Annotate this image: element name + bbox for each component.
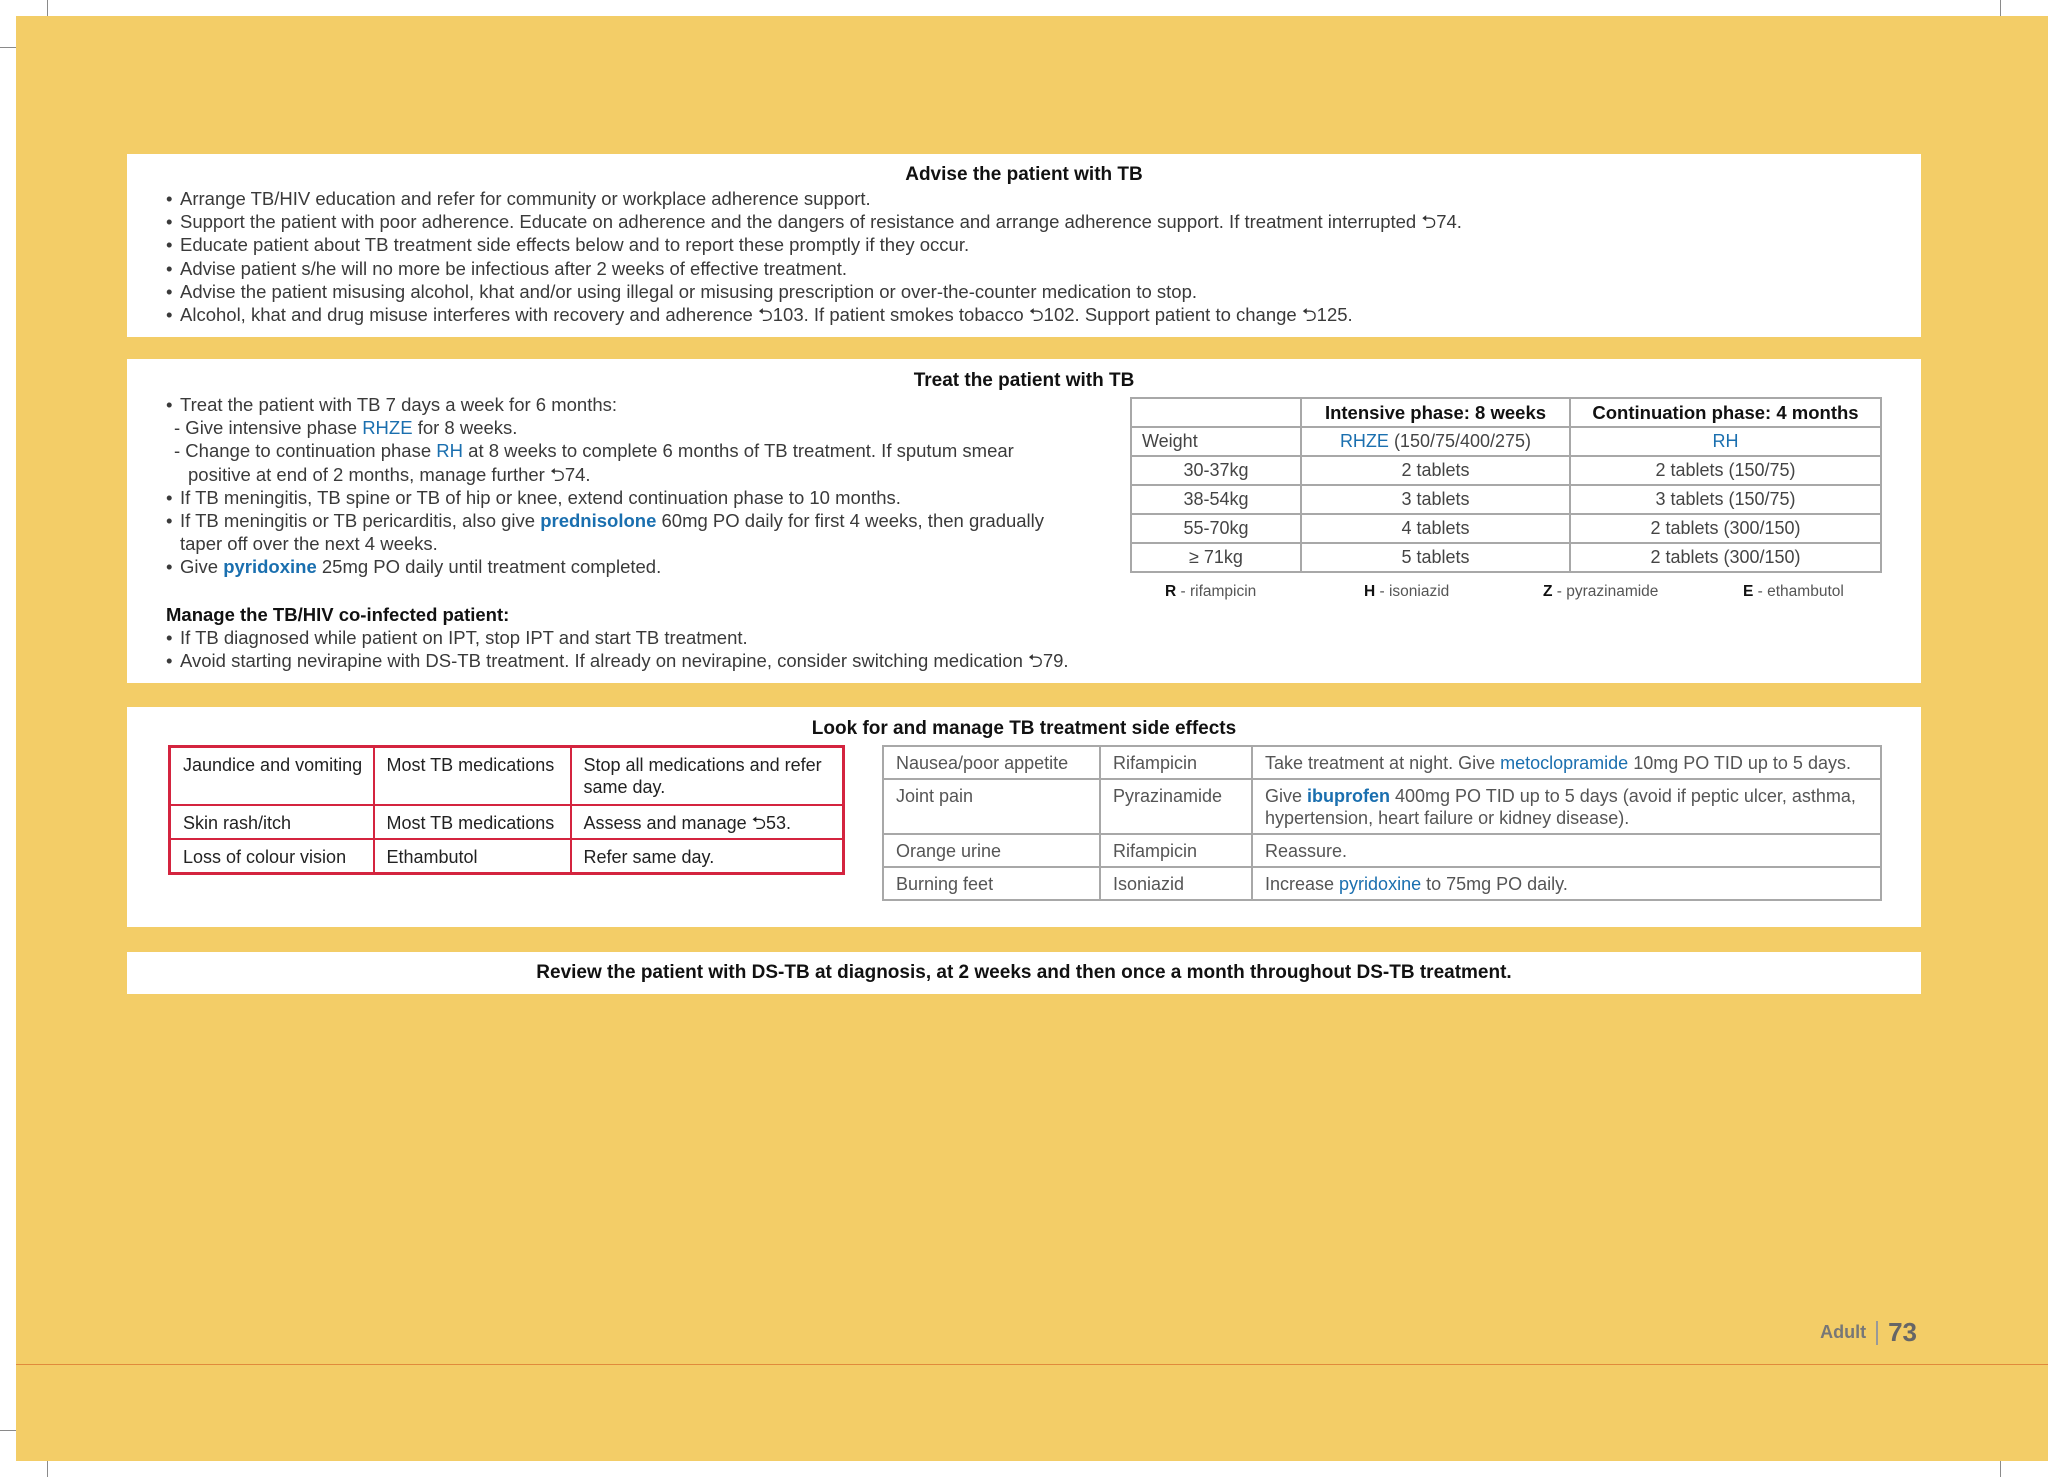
side-effects-title: Look for and manage TB treatment side effects xyxy=(811,718,1237,739)
list-item: • If TB meningitis or TB pericarditis, also give prednisolone 60mg PO daily for first 4 weeks, then gradually xyxy=(166,510,1045,532)
table-cell: 2 tablets (300/150) xyxy=(1570,514,1881,543)
treat-panel xyxy=(127,359,1921,683)
list-item: positive at end of 2 months, manage further ⮌74. xyxy=(188,463,591,485)
list-item: • Treat the patient with TB 7 days a week for 6 months: xyxy=(166,394,618,415)
table-cell: 30-37kg xyxy=(1131,456,1301,485)
table-cell: ≥ 71kg xyxy=(1131,543,1301,572)
advise-panel xyxy=(127,154,1921,337)
table-cell: Weight xyxy=(1131,427,1301,456)
return-arrow-icon: ⮌ xyxy=(550,463,565,485)
key-item: H - isoniazid xyxy=(1364,583,1450,600)
table-row xyxy=(1131,456,1881,485)
list-item: • Advise patient s/he will no more be infectious after 2 weeks of effective treatment. xyxy=(166,257,848,279)
table-header: Continuation phase: 4 months xyxy=(1570,398,1881,427)
table-cell xyxy=(1131,398,1301,427)
table-cell: Skin rash/itch xyxy=(170,805,374,839)
list-item: • Arrange TB/HIV education and refer for community or workplace adherence support. xyxy=(166,188,871,209)
table-cell: 5 tablets xyxy=(1301,543,1570,572)
footer-divider xyxy=(1876,1321,1878,1345)
table-cell: RH xyxy=(1570,427,1881,456)
page-footer xyxy=(1820,1317,1917,1348)
list-item: • Give pyridoxine 25mg PO daily until treatment completed. xyxy=(166,556,662,578)
return-arrow-icon: ⮌ xyxy=(751,812,767,833)
table-row xyxy=(170,747,844,805)
table-cell: Give ibuprofen 400mg PO TID up to 5 days (avoid if peptic ulcer, asthma, hypertension, heart failure or kidney disease). xyxy=(1252,779,1881,834)
urgent-side-effects-table xyxy=(168,745,845,875)
table-cell: Jaundice and vomiting xyxy=(170,747,374,805)
table-cell: Joint pain xyxy=(883,779,1100,834)
table-row xyxy=(883,867,1881,900)
table-cell: Rifampicin xyxy=(1100,834,1252,867)
table-cell: Pyrazinamide xyxy=(1100,779,1252,834)
table-cell: Reassure. xyxy=(1252,834,1881,867)
list-item: • Avoid starting nevirapine with DS-TB treatment. If already on nevirapine, consider switching medication ⮌79. xyxy=(166,650,1069,672)
table-row xyxy=(1131,543,1881,572)
table-cell: 55-70kg xyxy=(1131,514,1301,543)
advise-list xyxy=(166,187,1462,326)
drug-key xyxy=(1543,583,1658,601)
return-arrow-icon: ⮌ xyxy=(1421,211,1437,233)
table-cell: Stop all medications and refer same day. xyxy=(571,747,844,805)
table-row xyxy=(883,779,1881,834)
table-row xyxy=(883,834,1881,867)
table-cell: Isoniazid xyxy=(1100,867,1252,900)
list-item: taper off over the next 4 weeks. xyxy=(180,533,438,555)
table-cell: 2 tablets (150/75) xyxy=(1570,456,1881,485)
table-row xyxy=(883,746,1881,779)
page-number: 73 xyxy=(1888,1317,1917,1347)
table-cell: Nausea/poor appetite xyxy=(883,746,1100,779)
table-cell: Ethambutol xyxy=(374,839,571,874)
table-header: Intensive phase: 8 weeks xyxy=(1301,398,1570,427)
list-item: - Change to continuation phase RH at 8 weeks to complete 6 months of TB treatment. If sputum smear xyxy=(174,440,1014,462)
list-item: - Give intensive phase RHZE for 8 weeks. xyxy=(174,417,518,439)
review-panel xyxy=(127,952,1921,994)
table-row xyxy=(170,805,844,839)
section-label: Adult xyxy=(1820,1322,1867,1342)
table-cell: RHZE (150/75/400/275) xyxy=(1301,427,1570,456)
spacer xyxy=(166,579,1069,603)
table-row xyxy=(170,839,844,874)
table-row xyxy=(1131,514,1881,543)
return-arrow-icon: ⮌ xyxy=(1301,304,1317,326)
table-cell: 4 tablets xyxy=(1301,514,1570,543)
table-cell: Take treatment at night. Give metoclopramide 10mg PO TID up to 5 days. xyxy=(1252,746,1881,779)
return-arrow-icon: ⮌ xyxy=(757,304,773,326)
table-cell: Most TB medications xyxy=(374,747,571,805)
advise-title: Advise the patient with TB xyxy=(905,164,1143,185)
treat-title: Treat the patient with TB xyxy=(913,370,1135,391)
table-row xyxy=(1131,485,1881,514)
table-cell: 2 tablets xyxy=(1301,456,1570,485)
table-row xyxy=(1131,427,1881,456)
list-item: • If TB meningitis, TB spine or TB of hip or knee, extend continuation phase to 10 months. xyxy=(166,486,901,508)
table-cell: Loss of colour vision xyxy=(170,839,374,874)
key-item: E - ethambutol xyxy=(1743,583,1844,600)
dosing-table xyxy=(1130,397,1882,573)
list-item: • Educate patient about TB treatment side effects below and to report these promptly if they occur. xyxy=(166,234,970,256)
drug-key xyxy=(1364,583,1449,601)
table-cell: 3 tablets xyxy=(1301,485,1570,514)
table-cell: 2 tablets (300/150) xyxy=(1570,543,1881,572)
table-cell: Rifampicin xyxy=(1100,746,1252,779)
table-row xyxy=(1131,398,1881,427)
review-text: Review the patient with DS-TB at diagnosis, at 2 weeks and then once a month throughout DS-TB treatment. xyxy=(536,962,1512,983)
table-cell: Increase pyridoxine to 75mg PO daily. xyxy=(1252,867,1881,900)
return-arrow-icon: ⮌ xyxy=(1028,304,1044,326)
table-cell: 38-54kg xyxy=(1131,485,1301,514)
footer-rule xyxy=(16,1364,2048,1365)
table-cell: Refer same day. xyxy=(571,839,844,874)
list-item: • If TB diagnosed while patient on IPT, stop IPT and start TB treatment. xyxy=(166,626,748,648)
table-cell: Assess and manage ⮌53. xyxy=(571,805,844,839)
drug-key xyxy=(1743,583,1844,601)
key-item: Z - pyrazinamide xyxy=(1543,583,1659,600)
list-item: • Alcohol, khat and drug misuse interferes with recovery and adherence ⮌103. If patient smokes tobacco ⮌102. Support patient to change ⮌125. xyxy=(166,304,1353,326)
coinfect-title: Manage the TB/HIV co-infected patient: xyxy=(166,603,510,625)
table-cell: 3 tablets (150/75) xyxy=(1570,485,1881,514)
table-cell: Most TB medications xyxy=(374,805,571,839)
other-side-effects-table xyxy=(882,745,1882,901)
list-item: • Support the patient with poor adherence. Educate on adherence and the dangers of resistance and arrange adherence support. If treatment interrupted ⮌74. xyxy=(166,211,1462,233)
key-item: R - rifampicin xyxy=(1165,583,1257,600)
table-cell: Burning feet xyxy=(883,867,1100,900)
return-arrow-icon: ⮌ xyxy=(1028,650,1043,672)
table-cell: Orange urine xyxy=(883,834,1100,867)
side-effects-panel xyxy=(127,707,1921,927)
drug-key xyxy=(1165,583,1256,601)
treat-list xyxy=(166,393,1069,672)
list-item: • Advise the patient misusing alcohol, khat and/or using illegal or misusing prescription or over-the-counter medication to stop. xyxy=(166,280,1198,302)
